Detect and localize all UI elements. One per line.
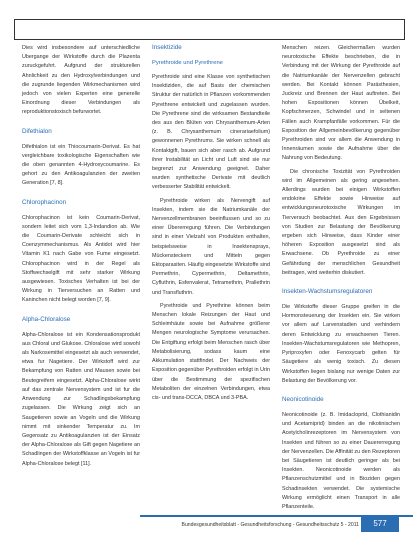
page-number: 577 — [361, 515, 399, 532]
section-title-insektizide: Insektizide — [152, 44, 182, 51]
paragraph: Neonicotinoide (z. B. Imidacloprid, Clothianidin und Acetamiprid) binden an die nikotinischen Acetylcholinrezeptoren im Nervensystem von Insekten und führen so zu einer Dauererregung der Nervenzellen. Die Affinität zu den Rezeptoren bei Säugetieren ist deutlich geringer als bei Insekten. Neonicotinoide werden als Pflanzenschutzmittel und in Bioziden gegen Schadinsekten verwendet. Die systemische Wirkung ermöglicht einen Transport in alle Pflanzenteile. — [282, 411, 400, 510]
paragraph: Menschen reizen. Gleichermaßen wurden neurotoxische Effekte beschrieben, die in Verbindung mit der Wirkung der Pyrethroide auf die Natriumkanäle der Nervenzellen gebracht werden. Bei Kontakt können Parästhesien, Juckreiz und Brennen der Haut auftreten. Bei hohen Expositionen können Übelkeit, Kopfschmerzen, Schwindel und in seltenen Fällen auch Krampfanfälle vorkommen. Für die Exposition der Allgemeinbevölkerung gegenüber Pyrethroiden sind vor allem die Anwendung in Innenräumen sowie die Aufnahme über die Nahrung von Bedeutung. — [282, 45, 400, 162]
footer-rule-tail — [399, 515, 413, 517]
intro-paragraph: Dies wird insbesondere auf unterschiedliche Ubergange der Wirkstoffe durch die Plazenta zuruckgefuhrt. Aufgrund der strukturellen Ahnlichkeit zu den Hydroxylverbindungen und die zugrunde liegenden Wirkmechanismen wird jedoch von vielen Experten eine generelle Einordnung dieser Verbindungen als reproduktionstoxisch befurwortet. — [22, 45, 140, 116]
column-middle — [152, 44, 270, 407]
subsection-title-pyrethroide: Pyrethroide und Pyrethrene — [152, 60, 223, 66]
journal-citation: Bundesgesundheitsblatt - Gesundheitsforschung - Gesundheitsschutz 5 - 2011 — [181, 522, 359, 528]
header-box — [14, 19, 405, 40]
section-title-difethialon: Difethialon — [22, 127, 52, 135]
section-title-chlorophacinon: Chlorophacinon — [22, 198, 67, 206]
section-text-difethialon: Difethialon ist ein Thiocoumarin-Derivat. Es hat vergleichbare toxikologische Eigenschaften wie die oben genannten 4-Hydroxycoumarine. Es gehort zu den Antikoagulanzien der zweiten Generation [7, 8]. — [22, 143, 140, 187]
section-title-alpha-chloralose: Alpha-Chloralose — [22, 315, 71, 323]
section-text-alpha-chloralose: Alpha-Chloralose ist ein Kondensationsprodukt aus Chloral und Glukose. Chloralose wird sowohl als Narkosemittel eingesetzt als auch verwendet, etwa fur Nagetiere. Der Wirkstoff wird zur Bekampfung von Ratten und Mausen sowie bei Beutegreifern eingesetzt. Alpha-Chloralose wirkt auf das zentrale Nervensystem und ist fur die Anwendung zur Schadlingsbekampfung zugelassen. Die Wirkung zeigt sich an Saugetieren sowie an Vogeln und die Wirkung nimmt mit sinkender Temperatur zu. Im Gegensatz zu Antikoagulanzien ist der Einsatz der Alpha-Chloralose als Gift gegen Nagetiere an Schadlingen der Wirkstoffklasse an Vogeln ist fur Alpha-Chloralose belegt [11]. — [22, 331, 140, 467]
paragraph: Pyrethroide wirken als Nervengift auf Insekten, indem sie die Natriumkanäle der Nervenzellmembranen beeinflussen und so zu einer Übererregung führen. Die Verbindungen sind in einer Vielzahl von Produkten enthalten, beispielsweise in Insektensprays, Mückensteckern und Mitteln gegen Ektoparasiten. Häufig eingesetzte Wirkstoffe sind Permethrin, Cypermethrin, Deltamethrin, Cyfluthrin, Esfenvalerat, Tetramethrin, Prallethrin und Transfluthrin. — [152, 197, 270, 296]
paragraph: Pyrethroide sind eine Klasse von synthetischen Insektiziden, die auf Basis der chemischen Struktur der natürlich in Pflanzen vorkommenden Pyrethrene entwickelt und zugelassen wurden. Die Pyrethrene sind die wirksamen Bestandteile des aus den Blüten von Chrysanthemum-Arten (z. B. Chrysanthemum cinerariaefolium) gewonnenen Pyrethrums. Sie wirken schnell als Kontaktgift, bauen sich aber rasch ab. Aufgrund ihrer Instabilität an Licht und Luft sind sie nur begrenzt zur Anwendung geeignet. Daher wurden synthetische Derivate mit deutlich verbesserter Stabilität entwickelt. — [152, 74, 270, 191]
section-title-neonicotinoide: Neonicotinoide — [282, 395, 324, 403]
paragraph: Pyrethroide und Pyrethrine können beim Menschen lokale Reizungen der Haut und Schleimhäute sowie bei Aufnahme größerer Mengen neurologische Symptome verursachen. Die Entgiftung erfolgt beim Menschen rasch über Metabolisierung, sodass kaum eine Akkumulation stattfindet. Der Nachweis der Exposition gegenüber Pyrethroiden erfolgt in Urin über die Bestimmung der spezifischen Metaboliten der einzelnen Verbindungen, etwa cis- und trans-DCCA, DBCA und 3-PBA. — [152, 302, 270, 401]
section-title-wachstumsregulatoren: Insekten-Wachstumsregulatoren — [282, 288, 373, 296]
column-right — [282, 44, 400, 516]
paragraph: Die Wirkstoffe dieser Gruppe greifen in die Hormonsteuerung der Insekten ein. Sie wirken vor allem auf Larvenstadien und verhindern deren Entwicklung zu erwachsenen Tieren. Insekten-Wachstumsregulatoren wie Methopren, Pyriproxyfen oder Fenoxycarb gelten für Säugetiere als wenig toxisch. Zu diesen Wirkstoffen liegen bislang nur wenige Daten zur Belastung der Bevölkerung vor. — [282, 304, 400, 384]
section-text-chlorophacinon: Chlorophacinon ist kein Coumarin-Derivat, sondern leitet sich vom 1,3-Indandion ab. Wie die Coumarin-Derivate schleicht sich in Coenzymmechanismus. Als Antidot wird hier Vitamin K1 nach Gabe von Fume eingesetzt. Chlorophacinon wird in der Regel als Stoffwechselgift mit sehr starker Wirkung ausgewiesen. Toxisches Verhalten ist bei der Wirkung in Tierversuchen an Ratten und Kaninchen nicht belegt worden [7, 9]. — [22, 214, 140, 304]
column-left — [22, 44, 140, 473]
paragraph: Die chronische Toxizität von Pyrethroiden wird im Allgemeinen als gering angesehen. Allerdings wurden bei einigen Wirkstoffen endokrine Effekte sowie Hinweise auf entwicklungsneurotoxische Wirkungen im Tierversuch beobachtet. Aus den Ergebnissen von Studien zur Belastung der Bevölkerung ergeben sich Hinweise, dass Kinder einer höheren Exposition ausgesetzt sind als Erwachsene. Ob Pyrethroide zu einer Gefährdung der menschlichen Gesundheit beitragen, wird weiterhin diskutiert. — [282, 168, 400, 276]
